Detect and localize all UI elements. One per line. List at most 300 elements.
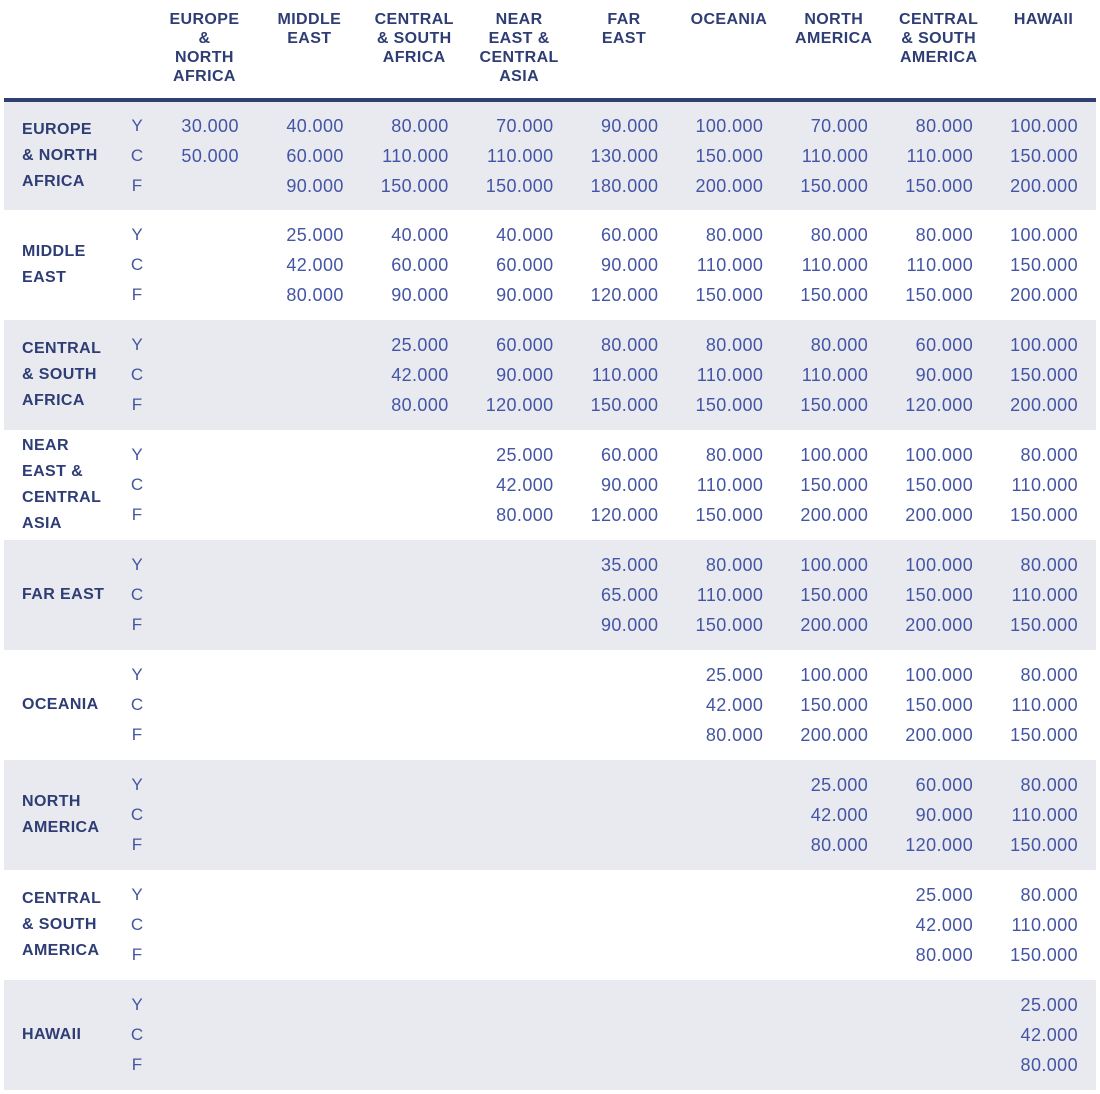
value-cell bbox=[362, 540, 467, 650]
award-value: 150.000 bbox=[1010, 146, 1079, 166]
value-cell bbox=[781, 870, 886, 980]
award-value: 90.000 bbox=[496, 285, 554, 305]
cabin-column bbox=[122, 540, 152, 650]
value-cell bbox=[886, 980, 991, 1090]
column-header-line: & SOUTH bbox=[376, 30, 452, 47]
value-cell bbox=[257, 210, 362, 320]
value-cell bbox=[152, 430, 257, 540]
award-value: 90.000 bbox=[600, 475, 659, 495]
column-header-line: EAST bbox=[287, 30, 332, 47]
award-value bbox=[152, 940, 257, 970]
award-value: 110.000 bbox=[801, 146, 869, 166]
award-value bbox=[676, 990, 781, 1020]
column-header bbox=[257, 0, 362, 100]
award-value: 110.000 bbox=[696, 475, 764, 495]
award-value: 80.000 bbox=[705, 555, 764, 575]
value-cell bbox=[467, 650, 572, 760]
column-header-line: NEAR bbox=[495, 11, 543, 28]
cabin-letter: F bbox=[131, 945, 143, 964]
award-value bbox=[572, 800, 677, 830]
value-cell bbox=[152, 870, 257, 980]
award-value bbox=[152, 440, 257, 470]
award-value: 80.000 bbox=[1020, 665, 1079, 685]
region-label-line: EUROPE bbox=[22, 121, 92, 138]
award-value bbox=[781, 990, 886, 1020]
award-value bbox=[152, 1050, 257, 1080]
region-label bbox=[4, 870, 122, 980]
award-value bbox=[467, 990, 572, 1020]
award-value bbox=[572, 830, 677, 860]
award-value: 110.000 bbox=[801, 365, 869, 385]
region-row bbox=[4, 100, 1096, 210]
award-value bbox=[257, 1020, 362, 1050]
value-cell bbox=[257, 760, 362, 870]
award-value: 40.000 bbox=[286, 116, 344, 136]
award-value: 110.000 bbox=[906, 146, 974, 166]
award-value bbox=[467, 1050, 572, 1080]
region-label-line: AFRICA bbox=[22, 392, 85, 409]
award-value: 200.000 bbox=[1010, 176, 1079, 196]
value-cell bbox=[362, 210, 467, 320]
award-value bbox=[362, 1020, 467, 1050]
value-cell bbox=[572, 100, 677, 210]
award-value bbox=[257, 360, 362, 390]
award-value: 100.000 bbox=[800, 665, 869, 685]
region-row bbox=[4, 980, 1096, 1090]
value-cell bbox=[886, 210, 991, 320]
column-header-line: CENTRAL bbox=[899, 11, 979, 28]
cabin-letter: C bbox=[130, 255, 144, 274]
value-cell bbox=[257, 870, 362, 980]
value-cell bbox=[676, 210, 781, 320]
column-header-line: EAST & bbox=[488, 30, 550, 47]
award-value bbox=[572, 880, 677, 910]
award-value: 130.000 bbox=[590, 146, 659, 166]
award-value: 150.000 bbox=[1010, 615, 1079, 635]
award-value: 100.000 bbox=[800, 555, 869, 575]
award-value: 60.000 bbox=[496, 255, 554, 275]
cabin-letter: F bbox=[131, 176, 143, 195]
award-value: 40.000 bbox=[391, 225, 449, 245]
value-cell bbox=[676, 870, 781, 980]
column-header bbox=[676, 0, 781, 100]
value-cell bbox=[676, 100, 781, 210]
award-value: 150.000 bbox=[800, 695, 869, 715]
cabin-letter: C bbox=[130, 915, 144, 934]
award-value bbox=[257, 880, 362, 910]
value-cell bbox=[676, 320, 781, 430]
column-header-line: & SOUTH bbox=[901, 30, 977, 47]
award-value: 80.000 bbox=[1020, 555, 1079, 575]
cabin-letter: F bbox=[131, 725, 143, 744]
cabin-letter: F bbox=[131, 505, 143, 524]
value-cell bbox=[362, 650, 467, 760]
award-value bbox=[572, 690, 677, 720]
award-value bbox=[781, 1050, 886, 1080]
value-cell bbox=[886, 760, 991, 870]
award-value: 150.000 bbox=[695, 615, 764, 635]
region-label-line: OCEANIA bbox=[22, 696, 99, 713]
cabin-letter: C bbox=[130, 695, 144, 714]
award-value bbox=[362, 770, 467, 800]
award-value bbox=[572, 660, 677, 690]
award-value: 150.000 bbox=[905, 475, 974, 495]
region-row bbox=[4, 760, 1096, 870]
value-cell bbox=[572, 540, 677, 650]
award-value bbox=[257, 660, 362, 690]
award-value: 100.000 bbox=[695, 116, 764, 136]
award-value bbox=[467, 800, 572, 830]
award-value: 25.000 bbox=[810, 775, 869, 795]
award-value bbox=[152, 660, 257, 690]
award-value bbox=[257, 770, 362, 800]
award-value bbox=[362, 720, 467, 750]
value-cell bbox=[781, 210, 886, 320]
award-value bbox=[781, 880, 886, 910]
region-label-line: MIDDLE bbox=[22, 243, 86, 260]
award-value bbox=[467, 770, 572, 800]
award-value: 110.000 bbox=[696, 365, 764, 385]
award-value: 200.000 bbox=[1010, 285, 1079, 305]
cabin-column bbox=[122, 870, 152, 980]
value-cell bbox=[467, 320, 572, 430]
award-value: 150.000 bbox=[905, 176, 974, 196]
cabin-letter: C bbox=[130, 805, 144, 824]
award-value: 150.000 bbox=[1010, 365, 1079, 385]
cabin-letter: F bbox=[131, 285, 143, 304]
award-value: 25.000 bbox=[915, 885, 974, 905]
value-cell bbox=[991, 540, 1096, 650]
value-cell bbox=[886, 650, 991, 760]
value-cell bbox=[257, 100, 362, 210]
award-value bbox=[676, 770, 781, 800]
award-value bbox=[467, 580, 572, 610]
award-value: 150.000 bbox=[380, 176, 449, 196]
award-value bbox=[886, 990, 991, 1020]
award-value: 200.000 bbox=[905, 505, 974, 525]
value-cell bbox=[362, 870, 467, 980]
award-value bbox=[257, 720, 362, 750]
award-value bbox=[781, 910, 886, 940]
award-value bbox=[152, 330, 257, 360]
award-value: 80.000 bbox=[915, 225, 974, 245]
value-cell bbox=[152, 760, 257, 870]
column-header-line: AMERICA bbox=[899, 49, 978, 66]
award-value: 42.000 bbox=[391, 365, 449, 385]
corner-cell-cabin bbox=[122, 0, 152, 100]
award-value bbox=[676, 940, 781, 970]
award-value bbox=[257, 1050, 362, 1080]
award-value: 90.000 bbox=[286, 176, 344, 196]
value-cell bbox=[467, 430, 572, 540]
award-value bbox=[676, 1020, 781, 1050]
region-row bbox=[4, 320, 1096, 430]
award-value bbox=[572, 940, 677, 970]
column-header bbox=[152, 0, 257, 100]
award-value: 80.000 bbox=[915, 945, 974, 965]
value-cell bbox=[257, 320, 362, 430]
award-value: 150.000 bbox=[695, 285, 764, 305]
award-value: 60.000 bbox=[286, 146, 344, 166]
cabin-letter: Y bbox=[131, 555, 143, 574]
region-label-line: NEAR bbox=[22, 437, 69, 454]
award-value bbox=[257, 830, 362, 860]
cabin-letter: Y bbox=[131, 665, 143, 684]
value-cell bbox=[572, 430, 677, 540]
region-label-line: FAR EAST bbox=[22, 586, 105, 603]
award-value bbox=[257, 440, 362, 470]
award-value: 65.000 bbox=[600, 585, 659, 605]
region-label-line: & SOUTH bbox=[22, 916, 97, 933]
award-value: 25.000 bbox=[1020, 995, 1079, 1015]
award-value bbox=[152, 220, 257, 250]
award-value bbox=[257, 550, 362, 580]
value-cell bbox=[572, 210, 677, 320]
value-cell bbox=[152, 210, 257, 320]
award-value: 42.000 bbox=[810, 805, 869, 825]
value-cell bbox=[467, 760, 572, 870]
award-value: 80.000 bbox=[600, 335, 659, 355]
region-label bbox=[4, 980, 122, 1090]
award-value: 100.000 bbox=[905, 665, 974, 685]
value-cell bbox=[991, 980, 1096, 1090]
award-value bbox=[362, 1050, 467, 1080]
award-value: 150.000 bbox=[800, 395, 869, 415]
column-header-line: OCEANIA bbox=[690, 11, 768, 28]
award-value bbox=[572, 720, 677, 750]
award-value bbox=[781, 940, 886, 970]
value-cell bbox=[467, 870, 572, 980]
award-value: 80.000 bbox=[705, 225, 764, 245]
award-value bbox=[257, 610, 362, 640]
value-cell bbox=[362, 760, 467, 870]
award-value bbox=[257, 470, 362, 500]
cabin-column bbox=[122, 760, 152, 870]
award-value: 80.000 bbox=[1020, 885, 1079, 905]
award-value bbox=[676, 800, 781, 830]
award-value bbox=[152, 470, 257, 500]
award-value bbox=[362, 800, 467, 830]
cabin-column bbox=[122, 100, 152, 210]
column-header bbox=[991, 0, 1096, 100]
award-value: 100.000 bbox=[1010, 335, 1079, 355]
region-label-line: CENTRAL bbox=[22, 340, 102, 357]
value-cell bbox=[152, 100, 257, 210]
column-header-line: HAWAII bbox=[1013, 11, 1074, 28]
award-value bbox=[362, 880, 467, 910]
award-value bbox=[257, 940, 362, 970]
award-value: 90.000 bbox=[496, 365, 554, 385]
award-value bbox=[467, 880, 572, 910]
award-value bbox=[152, 390, 257, 420]
column-header-line: ASIA bbox=[499, 68, 540, 85]
value-cell bbox=[781, 540, 886, 650]
award-value: 150.000 bbox=[800, 475, 869, 495]
award-value: 150.000 bbox=[695, 505, 764, 525]
value-cell bbox=[467, 100, 572, 210]
region-label-line: ASIA bbox=[22, 515, 62, 532]
column-header-line: EUROPE bbox=[169, 11, 240, 28]
award-value bbox=[362, 440, 467, 470]
award-value bbox=[362, 580, 467, 610]
column-header-line: FAR bbox=[607, 11, 641, 28]
award-value: 90.000 bbox=[915, 365, 974, 385]
award-value bbox=[676, 880, 781, 910]
award-value: 35.000 bbox=[600, 555, 659, 575]
award-value: 60.000 bbox=[600, 445, 659, 465]
award-value: 80.000 bbox=[705, 445, 764, 465]
value-cell bbox=[257, 540, 362, 650]
value-cell bbox=[991, 760, 1096, 870]
cabin-letter: Y bbox=[131, 445, 143, 464]
award-value bbox=[467, 940, 572, 970]
cabin-letter: C bbox=[130, 146, 144, 165]
award-value bbox=[781, 1020, 886, 1050]
award-value: 25.000 bbox=[496, 445, 554, 465]
award-value: 110.000 bbox=[1011, 805, 1079, 825]
value-cell bbox=[572, 320, 677, 430]
award-value: 80.000 bbox=[810, 225, 869, 245]
award-value: 110.000 bbox=[801, 255, 869, 275]
value-cell bbox=[257, 430, 362, 540]
cabin-letter: Y bbox=[131, 335, 143, 354]
award-value: 150.000 bbox=[485, 176, 554, 196]
value-cell bbox=[152, 980, 257, 1090]
award-value: 80.000 bbox=[705, 725, 764, 745]
award-value: 200.000 bbox=[905, 725, 974, 745]
region-label bbox=[4, 210, 122, 320]
award-value: 200.000 bbox=[800, 615, 869, 635]
award-value bbox=[362, 550, 467, 580]
cabin-letter: Y bbox=[131, 775, 143, 794]
value-cell bbox=[991, 100, 1096, 210]
award-value: 90.000 bbox=[600, 255, 659, 275]
award-value: 110.000 bbox=[906, 255, 974, 275]
award-value: 100.000 bbox=[905, 445, 974, 465]
column-header bbox=[362, 0, 467, 100]
value-cell bbox=[781, 760, 886, 870]
award-value: 150.000 bbox=[800, 585, 869, 605]
award-value bbox=[152, 880, 257, 910]
region-label-line: AMERICA bbox=[22, 819, 100, 836]
region-row bbox=[4, 870, 1096, 980]
award-value: 150.000 bbox=[695, 395, 764, 415]
region-label-line: & SOUTH bbox=[22, 366, 97, 383]
award-value: 110.000 bbox=[1011, 915, 1079, 935]
award-value: 150.000 bbox=[590, 395, 659, 415]
cabin-letter: Y bbox=[131, 885, 143, 904]
award-value: 80.000 bbox=[391, 116, 449, 136]
award-value: 60.000 bbox=[600, 225, 659, 245]
value-cell bbox=[362, 430, 467, 540]
award-value: 30.000 bbox=[181, 116, 239, 136]
award-value: 150.000 bbox=[695, 146, 764, 166]
award-value bbox=[257, 910, 362, 940]
award-value: 70.000 bbox=[496, 116, 554, 136]
award-value bbox=[152, 171, 257, 201]
award-value bbox=[152, 910, 257, 940]
region-label-line: HAWAII bbox=[22, 1026, 82, 1043]
value-cell bbox=[886, 540, 991, 650]
value-cell bbox=[886, 870, 991, 980]
award-value bbox=[152, 990, 257, 1020]
award-value bbox=[572, 910, 677, 940]
award-value: 25.000 bbox=[705, 665, 764, 685]
award-value: 200.000 bbox=[1010, 395, 1079, 415]
value-cell bbox=[676, 760, 781, 870]
column-header-line: AFRICA bbox=[382, 49, 446, 66]
award-value: 80.000 bbox=[1020, 445, 1079, 465]
value-cell bbox=[991, 210, 1096, 320]
award-value: 110.000 bbox=[382, 146, 449, 166]
value-cell bbox=[362, 980, 467, 1090]
award-value bbox=[362, 830, 467, 860]
value-cell bbox=[886, 100, 991, 210]
award-value bbox=[362, 940, 467, 970]
award-value bbox=[467, 690, 572, 720]
award-value bbox=[572, 990, 677, 1020]
column-header-line: MIDDLE bbox=[277, 11, 342, 28]
award-value: 120.000 bbox=[905, 835, 974, 855]
region-row bbox=[4, 210, 1096, 320]
value-cell bbox=[362, 100, 467, 210]
region-label bbox=[4, 760, 122, 870]
value-cell bbox=[886, 320, 991, 430]
award-value: 90.000 bbox=[391, 285, 449, 305]
cabin-letter: C bbox=[130, 585, 144, 604]
region-label-line: CENTRAL bbox=[22, 489, 102, 506]
award-value bbox=[152, 690, 257, 720]
value-cell bbox=[676, 540, 781, 650]
award-value: 50.000 bbox=[181, 146, 239, 166]
award-value bbox=[467, 610, 572, 640]
value-cell bbox=[572, 760, 677, 870]
award-value: 200.000 bbox=[800, 505, 869, 525]
region-label bbox=[4, 650, 122, 760]
value-cell bbox=[152, 540, 257, 650]
award-value: 80.000 bbox=[705, 335, 764, 355]
region-label-line: EAST & bbox=[22, 463, 84, 480]
award-value bbox=[257, 690, 362, 720]
award-value bbox=[257, 500, 362, 530]
award-chart-table bbox=[4, 0, 1096, 1090]
award-value: 60.000 bbox=[915, 335, 974, 355]
award-value: 110.000 bbox=[696, 255, 764, 275]
award-value bbox=[152, 610, 257, 640]
award-value: 150.000 bbox=[1010, 725, 1079, 745]
value-cell bbox=[676, 430, 781, 540]
value-cell bbox=[781, 980, 886, 1090]
award-value bbox=[362, 500, 467, 530]
award-value bbox=[676, 1050, 781, 1080]
award-value bbox=[152, 360, 257, 390]
award-value: 150.000 bbox=[800, 176, 869, 196]
award-value bbox=[467, 720, 572, 750]
award-value bbox=[362, 610, 467, 640]
award-value: 80.000 bbox=[391, 395, 449, 415]
value-cell bbox=[676, 980, 781, 1090]
award-value: 150.000 bbox=[1010, 255, 1079, 275]
award-value bbox=[467, 1020, 572, 1050]
award-value bbox=[257, 330, 362, 360]
award-value: 120.000 bbox=[590, 505, 659, 525]
award-value: 150.000 bbox=[1010, 835, 1079, 855]
award-value: 40.000 bbox=[496, 225, 554, 245]
award-value bbox=[572, 1020, 677, 1050]
region-label-line: CENTRAL bbox=[22, 890, 102, 907]
value-cell bbox=[781, 430, 886, 540]
award-value: 90.000 bbox=[915, 805, 974, 825]
